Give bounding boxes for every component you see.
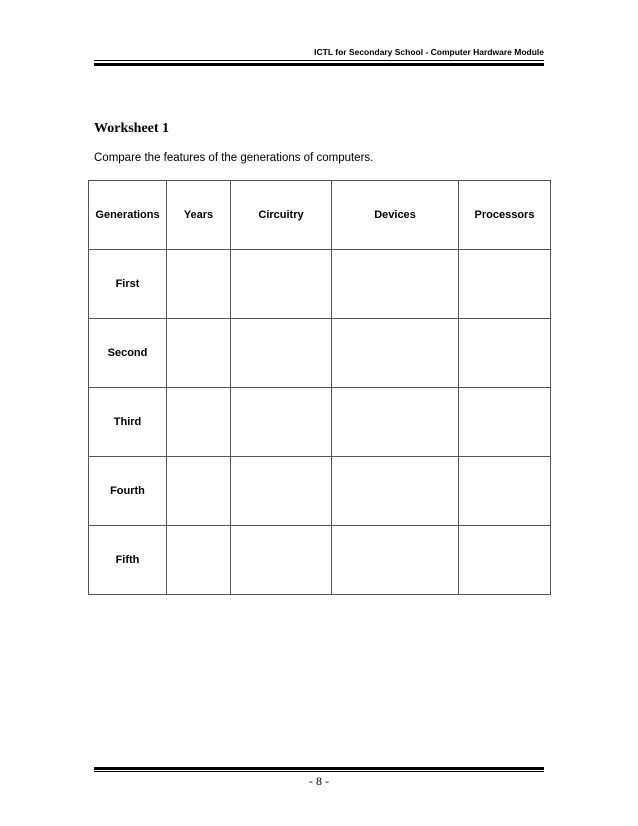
header-rule-thin [94,60,544,61]
column-header-years: Years [167,181,231,250]
years-cell[interactable] [167,457,231,526]
circuitry-cell[interactable] [231,457,332,526]
processors-cell[interactable] [459,250,551,319]
page-number: - 8 - [309,774,329,788]
footer-rule-thick [94,767,544,770]
circuitry-cell[interactable] [231,526,332,595]
generations-table [88,180,551,595]
devices-cell[interactable] [332,457,459,526]
processors-cell[interactable] [459,526,551,595]
circuitry-cell[interactable] [231,319,332,388]
circuitry-cell[interactable] [231,250,332,319]
worksheet-title: Worksheet 1 [94,121,170,136]
years-cell[interactable] [167,388,231,457]
circuitry-cell[interactable] [231,388,332,457]
generation-cell: Fifth [89,526,167,595]
table-row [89,526,551,595]
generation-cell: Fourth [89,457,167,526]
table-row [89,319,551,388]
devices-cell[interactable] [332,319,459,388]
table-row [89,457,551,526]
page-header-title: ICTL for Secondary School - Computer Hardware Module [314,47,544,57]
table-row [89,250,551,319]
devices-cell[interactable] [332,388,459,457]
years-cell[interactable] [167,319,231,388]
table-header-row [89,181,551,250]
years-cell[interactable] [167,250,231,319]
worksheet-instruction: Compare the features of the generations of computers. [94,152,374,164]
column-header-processors: Processors [459,181,551,250]
devices-cell[interactable] [332,526,459,595]
column-header-circuitry: Circuitry [231,181,332,250]
footer-rule-thin [94,771,544,772]
generation-cell: Third [89,388,167,457]
generation-cell: Second [89,319,167,388]
processors-cell[interactable] [459,319,551,388]
years-cell[interactable] [167,526,231,595]
table-row [89,388,551,457]
column-header-generations: Generations [89,181,167,250]
column-header-devices: Devices [332,181,459,250]
processors-cell[interactable] [459,388,551,457]
processors-cell[interactable] [459,457,551,526]
header-rule-thick [94,63,544,66]
generation-cell: First [89,250,167,319]
devices-cell[interactable] [332,250,459,319]
